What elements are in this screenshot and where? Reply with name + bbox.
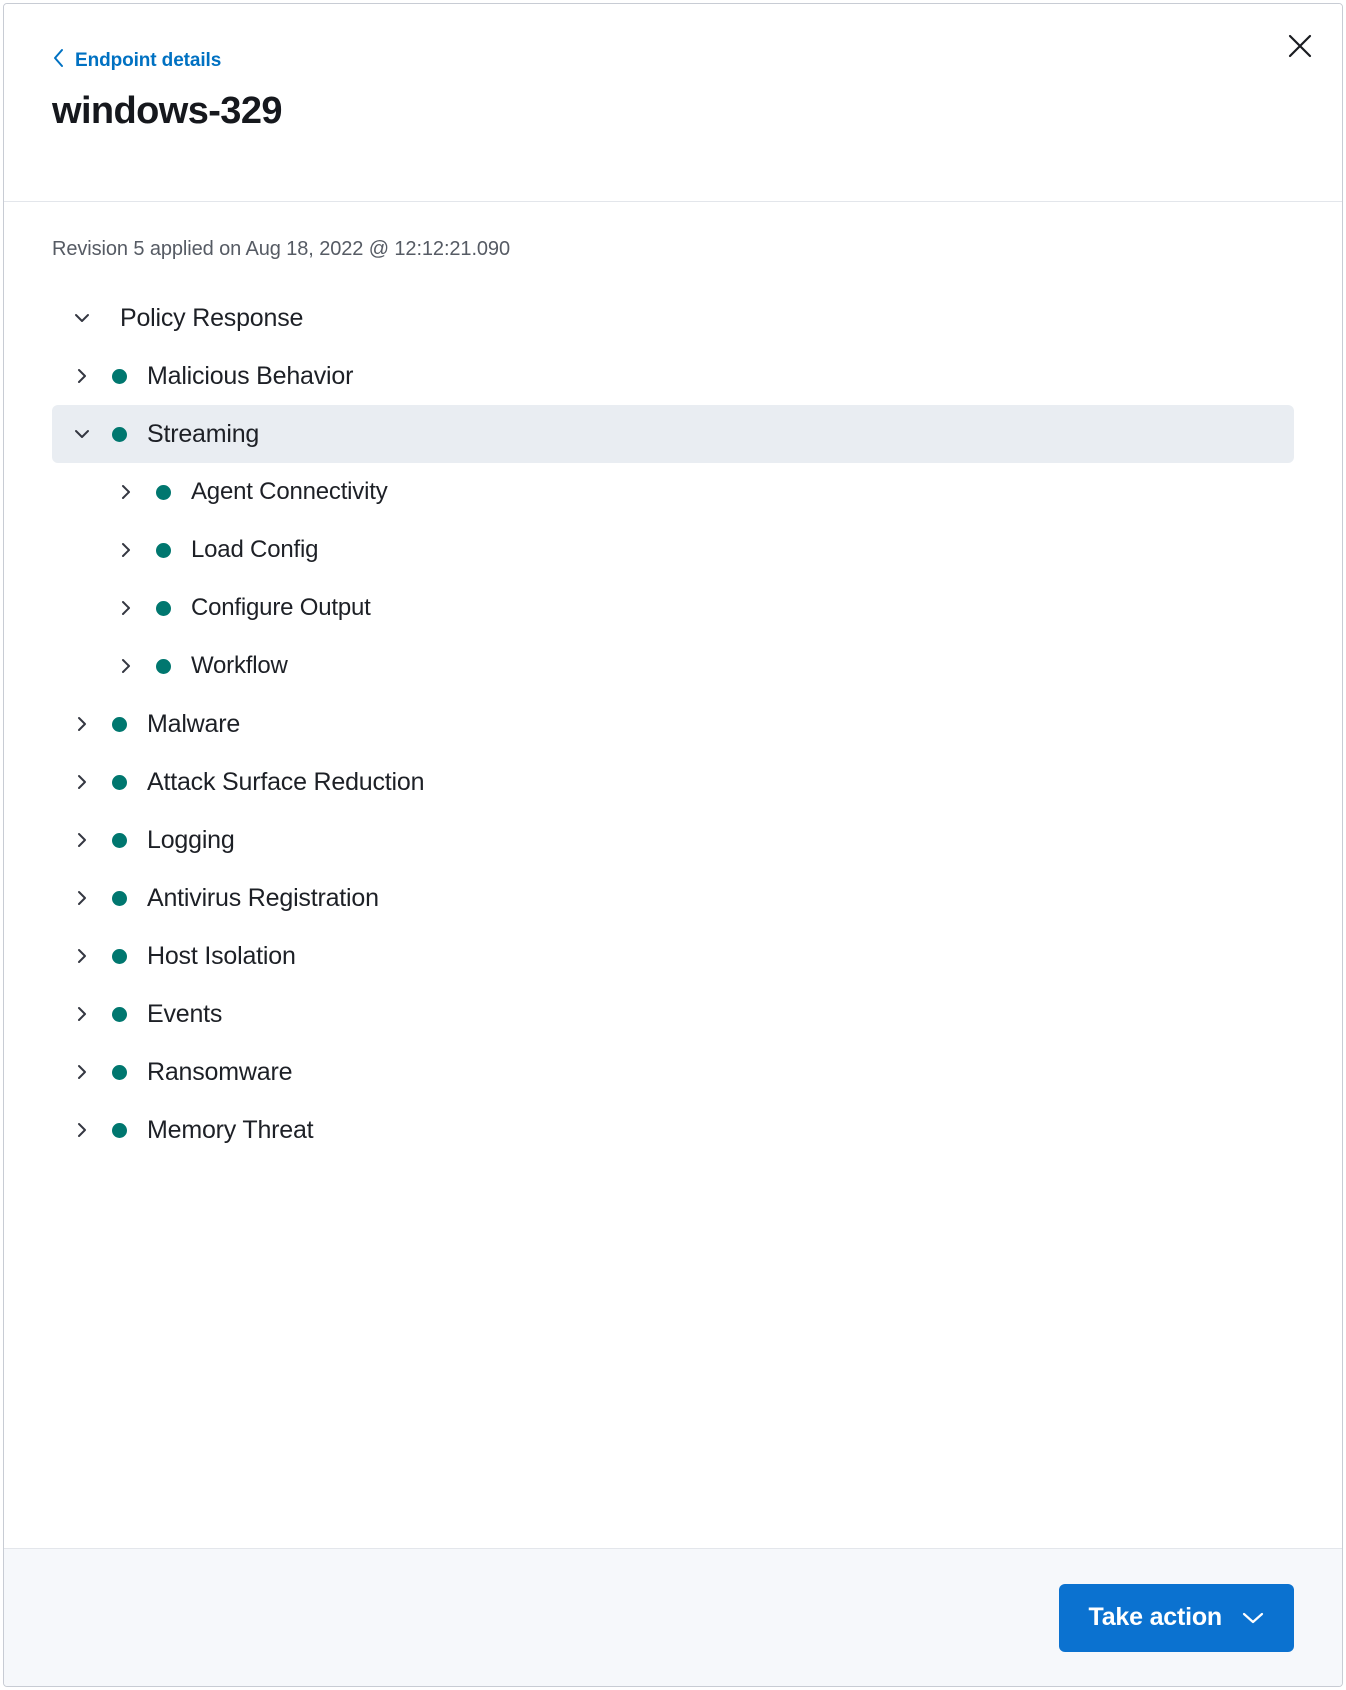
tree-row[interactable] <box>52 985 1294 1043</box>
page-title: windows-329 <box>52 90 282 132</box>
tree-item-label: Memory Threat <box>147 1115 314 1144</box>
tree-row[interactable] <box>52 1043 1294 1101</box>
tree-row-policy-response[interactable] <box>52 289 1294 347</box>
tree-item-label: Attack Surface Reduction <box>147 767 425 796</box>
chevron-down-icon[interactable] <box>64 300 100 336</box>
tree-row[interactable] <box>52 753 1294 811</box>
back-to-endpoint-details-link[interactable] <box>52 48 221 72</box>
tree-row[interactable] <box>52 347 1294 405</box>
chevron-right-icon[interactable] <box>108 532 144 568</box>
chevron-right-icon[interactable] <box>64 1112 100 1148</box>
chevron-left-icon <box>52 48 65 72</box>
tree-row[interactable] <box>52 1101 1294 1159</box>
chevron-right-icon[interactable] <box>108 474 144 510</box>
status-dot-icon <box>112 891 127 906</box>
flyout-footer <box>4 1548 1342 1686</box>
chevron-down-icon[interactable] <box>64 416 100 452</box>
tree-row[interactable] <box>52 869 1294 927</box>
tree-row[interactable] <box>52 521 1294 579</box>
tree-item-label: Policy Response <box>120 303 304 332</box>
chevron-right-icon[interactable] <box>108 648 144 684</box>
chevron-right-icon[interactable] <box>64 880 100 916</box>
status-dot-icon <box>112 1123 127 1138</box>
chevron-down-icon <box>1242 1611 1264 1625</box>
close-icon[interactable] <box>1278 24 1322 68</box>
chevron-right-icon[interactable] <box>64 1054 100 1090</box>
tree-item-label: Antivirus Registration <box>147 883 379 912</box>
tree-item-label: Host Isolation <box>147 941 296 970</box>
chevron-right-icon[interactable] <box>64 938 100 974</box>
status-dot-icon <box>112 717 127 732</box>
status-dot-icon <box>112 1007 127 1022</box>
tree-row[interactable] <box>52 579 1294 637</box>
back-link-label: Endpoint details <box>75 49 222 71</box>
status-dot-icon <box>112 833 127 848</box>
chevron-right-icon[interactable] <box>64 822 100 858</box>
tree-row[interactable] <box>52 405 1294 463</box>
status-dot-icon <box>112 775 127 790</box>
tree-item-label: Streaming <box>147 419 260 448</box>
tree-item-label: Configure Output <box>191 594 371 621</box>
chevron-right-icon[interactable] <box>64 358 100 394</box>
tree-row[interactable] <box>52 695 1294 753</box>
status-dot-icon <box>156 601 171 616</box>
status-dot-icon <box>156 543 171 558</box>
flyout-body <box>4 202 1342 1548</box>
chevron-right-icon[interactable] <box>64 706 100 742</box>
endpoint-details-flyout <box>3 3 1343 1687</box>
chevron-right-icon[interactable] <box>108 590 144 626</box>
tree-row[interactable] <box>52 637 1294 695</box>
take-action-label: Take action <box>1088 1603 1222 1631</box>
tree-row[interactable] <box>52 811 1294 869</box>
flyout-header <box>4 4 1342 202</box>
tree-item-label: Ransomware <box>147 1057 293 1086</box>
tree-item-label: Agent Connectivity <box>191 478 388 505</box>
status-dot-icon <box>156 659 171 674</box>
chevron-right-icon[interactable] <box>64 764 100 800</box>
revision-applied-text: Revision 5 applied on Aug 18, 2022 @ 12:12:21.090 <box>52 238 510 260</box>
tree-item-label: Malware <box>147 709 241 738</box>
take-action-button[interactable] <box>1059 1584 1295 1652</box>
tree-row[interactable] <box>52 463 1294 521</box>
status-dot-icon <box>112 949 127 964</box>
status-dot-icon <box>112 1065 127 1080</box>
status-dot-icon <box>112 427 127 442</box>
tree-item-label: Workflow <box>191 652 288 679</box>
policy-response-tree <box>52 289 1294 1159</box>
tree-item-label: Events <box>147 999 223 1028</box>
status-dot-icon <box>156 485 171 500</box>
tree-item-label: Logging <box>147 825 235 854</box>
tree-row[interactable] <box>52 927 1294 985</box>
tree-item-label: Malicious Behavior <box>147 361 354 390</box>
chevron-right-icon[interactable] <box>64 996 100 1032</box>
status-dot-icon <box>112 369 127 384</box>
tree-item-label: Load Config <box>191 536 319 563</box>
